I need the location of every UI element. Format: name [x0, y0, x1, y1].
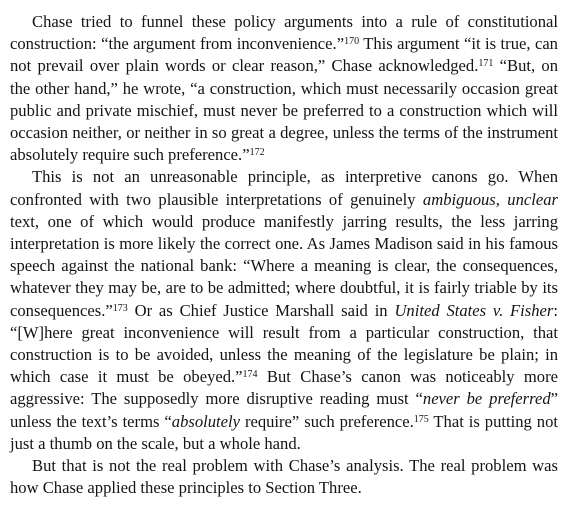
text-run: text, one of which would produce manifestly jarring results, the less jarring interpretation is more likely the correct one. As James Madison said in his famous speech against the national bank: “Where a meaning is clear, the consequences, whatever they may be, are to be admitted; where doubtful, it is fairly triable by its consequences.” [10, 211, 558, 320]
paragraph-1 [10, 11, 558, 166]
text-run: “But, on the other hand,” he wrote, “a construction, which must necessarily occasion great public and private mischief, must never be preferred to a construction which will occasion neither, or neither in so great a degree, unless the terms of the instrument absolutely require such preference.” [10, 56, 558, 165]
text-run: ” unless the text’s terms “ [10, 389, 558, 431]
footnote-ref-173: 173 [112, 302, 128, 314]
text-run: Chase tried to funnel these policy arguments into a rule of constitutional construction: “the argument from inconvenience.” [10, 12, 558, 54]
footnote-ref-172: 172 [249, 147, 265, 159]
paragraph-2 [10, 166, 558, 455]
text-run: But Chase’s canon was noticeably more aggressive: The supposedly more disruptive reading must “ [10, 367, 558, 409]
text-run: , [495, 189, 508, 209]
italic-run: absolutely [171, 411, 240, 431]
text-run: This argument “it is true, can not prevail over plain words or clear reason,” Chase acknowledged. [10, 34, 558, 76]
text-run: But that is not the real problem with Chase’s analysis. The real problem was how Chase applied these principles to Section Three. [10, 456, 558, 498]
italic-run: unclear [507, 189, 558, 209]
case-name: United States v. Fisher [394, 300, 554, 320]
footnote-ref-174: 174 [242, 369, 258, 381]
italic-run: never be preferred [422, 389, 551, 409]
text-run: Or as Chief Justice Marshall said in [127, 300, 395, 320]
italic-run: ambiguous [422, 189, 496, 209]
text-run: require” such preference. [239, 411, 414, 431]
text-run: : “[W]here great inconvenience will result from a particular construction, that construction is to be avoided, unless the meaning of the legislature be plain; in which case it must be obeyed.” [10, 300, 558, 387]
text-run: That is putting not just a thumb on the scale, but a whole hand. [10, 411, 558, 453]
footnote-ref-170: 170 [344, 36, 360, 48]
footnote-ref-171: 171 [478, 58, 494, 70]
footnote-ref-175: 175 [413, 413, 429, 425]
text-run: This is not an unreasonable principle, as interpretive canons go. When confronted with two plausible interpretations of genuinely [10, 167, 558, 209]
paragraph-3 [10, 455, 558, 499]
